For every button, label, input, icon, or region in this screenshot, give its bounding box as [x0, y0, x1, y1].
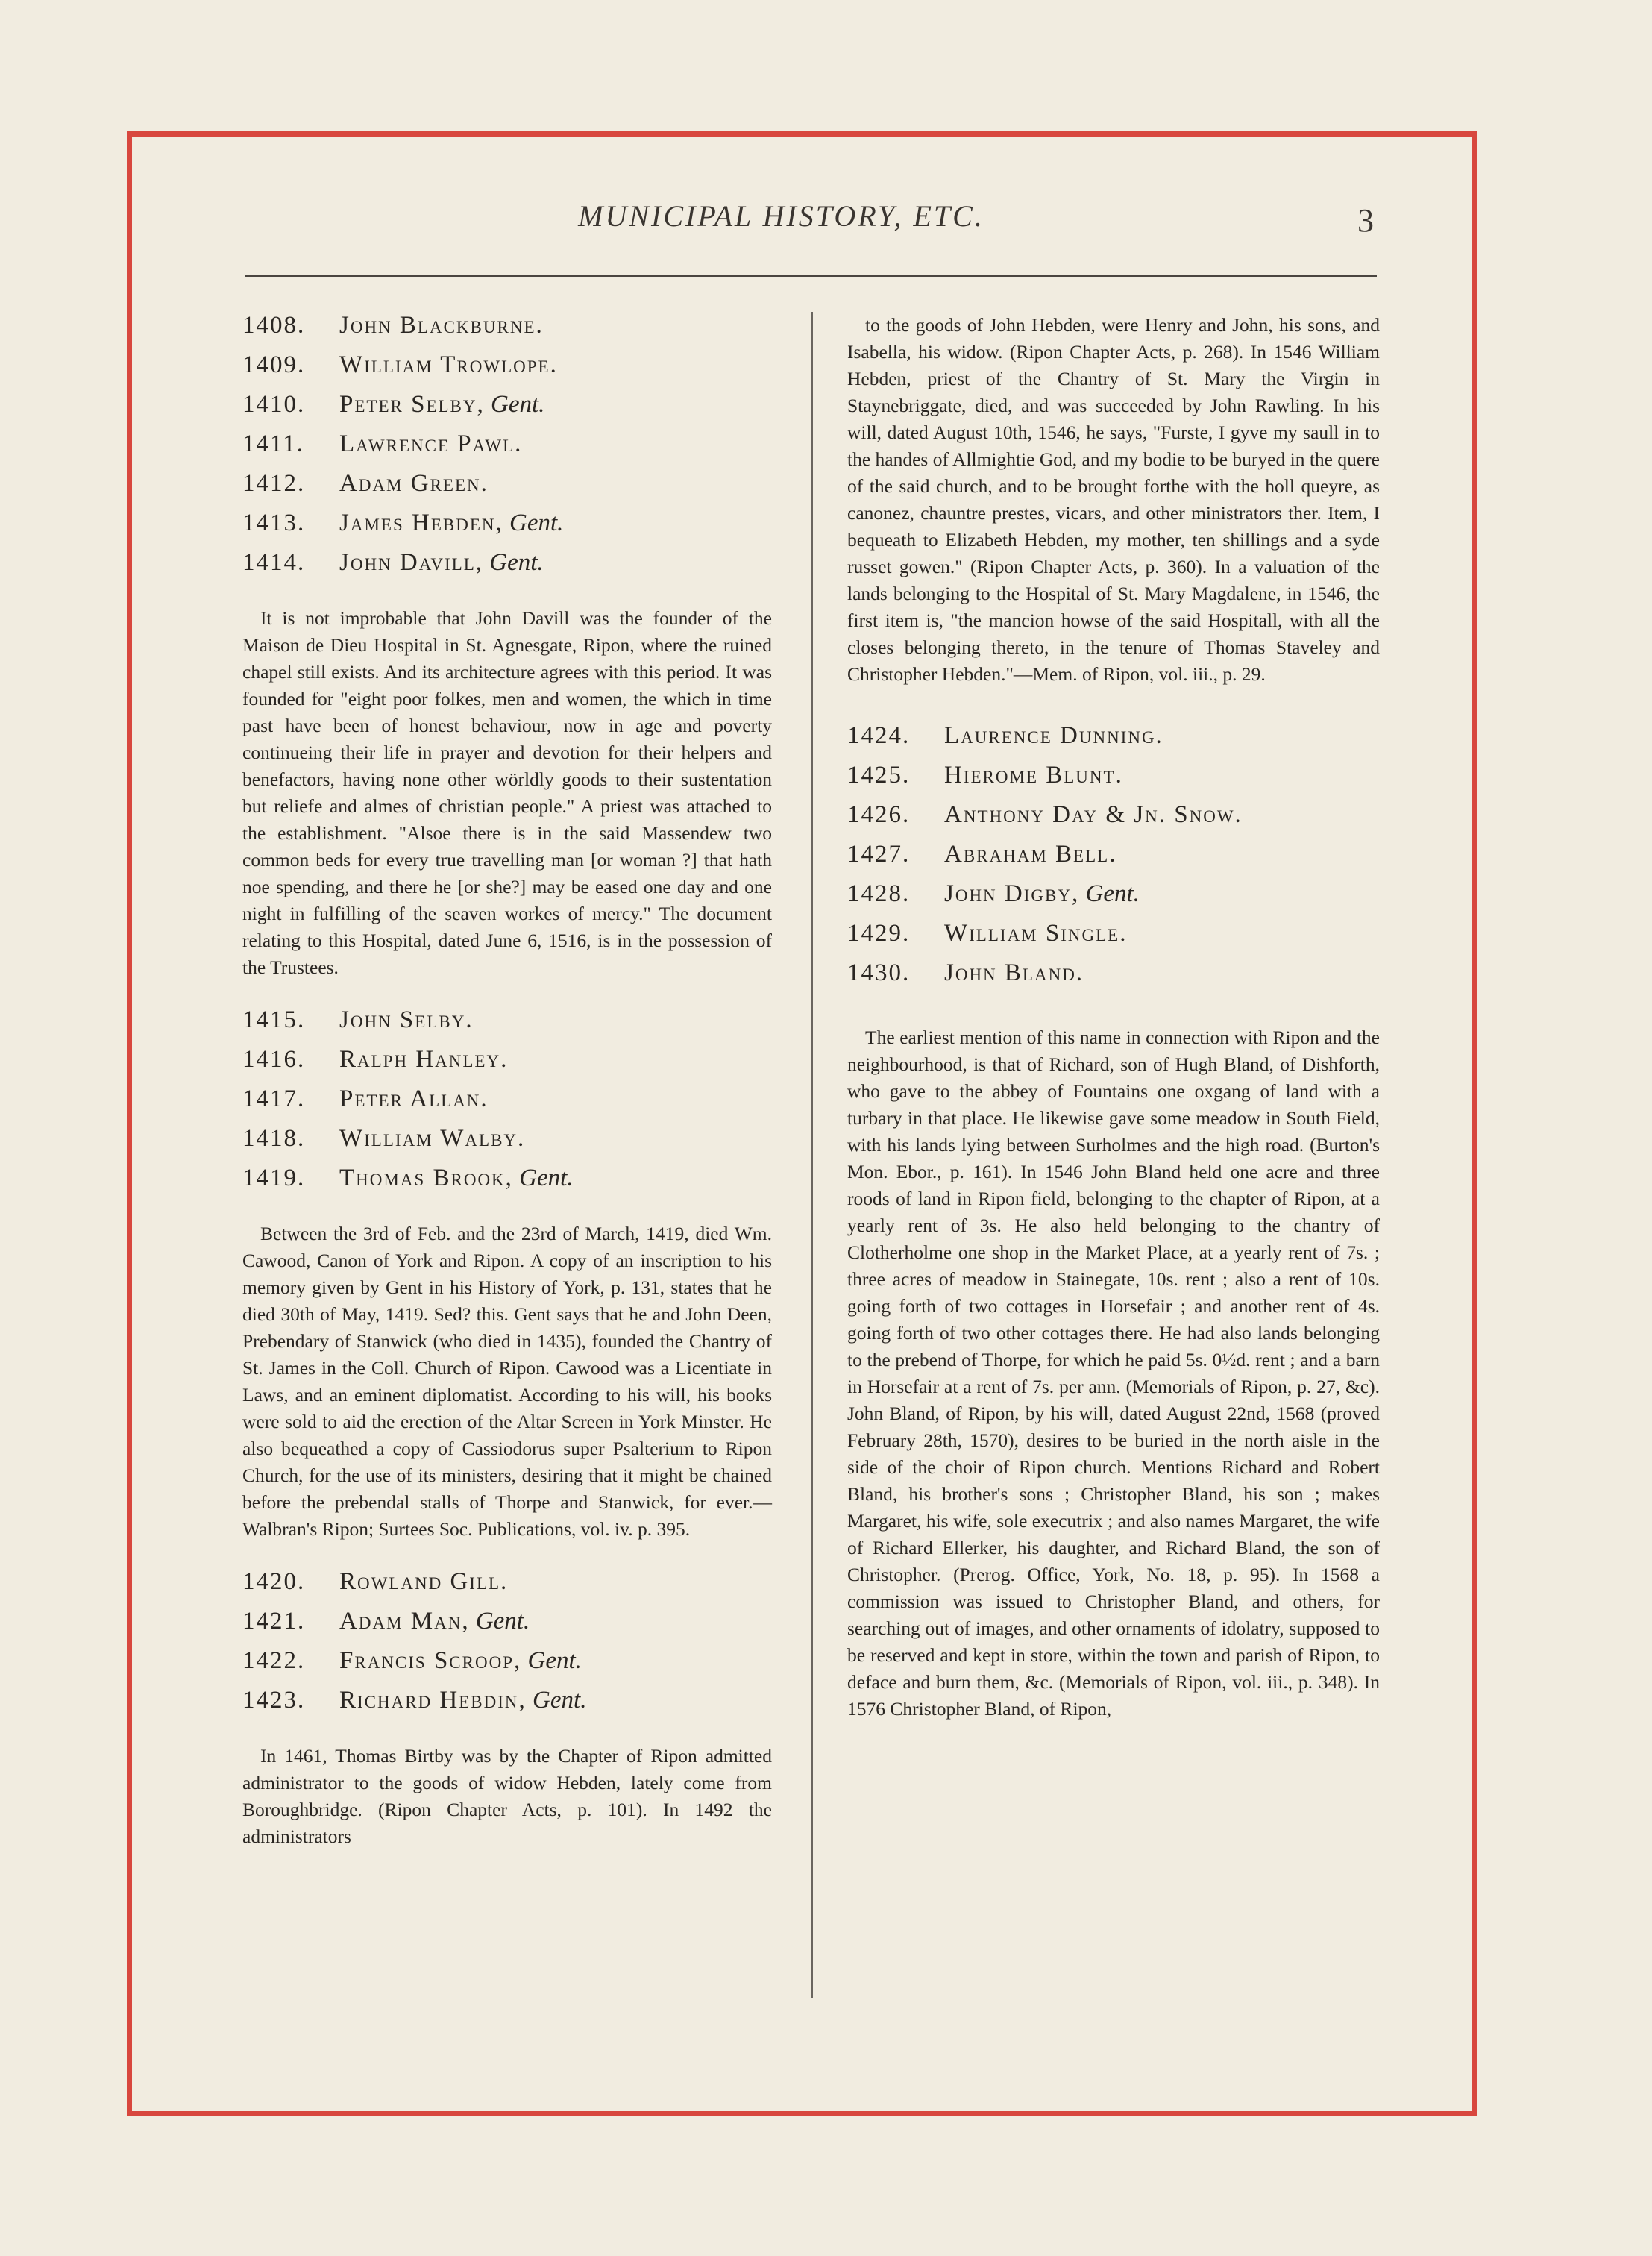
entry-year: 1409.	[242, 351, 306, 378]
list-item	[242, 351, 772, 391]
entry-name: Francis Scroop,	[339, 1647, 522, 1674]
entry-title: Gent.	[527, 1647, 582, 1674]
entry-year: 1429.	[847, 920, 911, 947]
entry-year: 1408.	[242, 312, 306, 339]
list-item	[242, 312, 772, 351]
entry-name: John Davill,	[339, 549, 484, 576]
entry-year: 1413.	[242, 510, 306, 536]
mayor-list	[242, 1568, 772, 1726]
entry-name: William Walby.	[339, 1125, 526, 1152]
entry-name: Anthony Day & Jn. Snow.	[944, 801, 1243, 828]
list-item	[242, 1647, 772, 1687]
list-item	[847, 801, 1380, 841]
entry-name: Ralph Hanley.	[339, 1046, 509, 1073]
paragraph-cawood: Between the 3rd of Feb. and the 23rd of March, 1419, died Wm. Cawood, Canon of York and Ripon. A copy of an inscription to his memory given by Gent in his History of York, p. 131, states that he died 30th of May, 1419. Sed? this. Gent says that he and John Deen, Prebendary of Stanwick (who died in 1435), founded the Chantry of St. James in the Coll. Church of Ripon. Cawood was a Licentiate in Laws, and an eminent diplomatist. According to his will, his books were sold to aid the erection of the Altar Screen in York Minster. He also bequeathed a copy of Cassiodorus super Psalterium to Ripon Church, for the use of its ministers, desiring that it might be chained before the prebendal stalls of Thorpe and Stanwick, for ever.—Walbran's Ripon; Surtees Soc. Publications, vol. iv. p. 395.	[242, 1223, 772, 1540]
entry-year: 1418.	[242, 1125, 306, 1152]
list-item	[242, 1085, 772, 1125]
list-item	[242, 430, 772, 470]
header-rule	[245, 275, 1377, 277]
entry-year: 1421.	[242, 1608, 306, 1635]
list-item	[242, 1165, 772, 1204]
entry-name: Lawrence Pawl.	[339, 430, 523, 457]
entry-title: Gent.	[475, 1608, 530, 1635]
mayor-list	[242, 1006, 772, 1204]
running-title: MUNICIPAL HISTORY, ETC.	[578, 199, 984, 233]
entry-name: Rowland Gill.	[339, 1568, 509, 1595]
entry-name: James Hebden,	[339, 510, 503, 536]
column-divider	[811, 312, 813, 1998]
list-item	[242, 1125, 772, 1165]
mayor-list	[242, 312, 772, 589]
entry-year: 1415.	[242, 1006, 306, 1033]
list-item	[847, 880, 1380, 920]
list-item	[242, 1608, 772, 1647]
entry-name: John Selby.	[339, 1006, 474, 1033]
entry-year: 1424.	[847, 722, 911, 749]
entry-year: 1428.	[847, 880, 911, 907]
entry-name: Abraham Bell.	[944, 841, 1117, 868]
list-item	[242, 1006, 772, 1046]
entry-title: Gent.	[509, 510, 564, 536]
paragraph-birtby: In 1461, Thomas Birtby was by the Chapter of Ripon admitted administrator to the goods of widow Hebden, lately come from Boroughbridge. (Ripon Chapter Acts, p. 101). In 1492 the administrators	[242, 1745, 772, 1847]
entry-name: Hierome Blunt.	[944, 762, 1123, 789]
list-item	[847, 959, 1380, 999]
list-item	[847, 841, 1380, 880]
entry-title: Gent.	[491, 391, 545, 418]
entry-name: Adam Green.	[339, 470, 489, 497]
running-head	[0, 198, 1652, 234]
list-item	[847, 722, 1380, 762]
list-item	[242, 1568, 772, 1608]
entry-year: 1412.	[242, 470, 306, 497]
entry-year: 1414.	[242, 549, 306, 576]
entry-name: Adam Man,	[339, 1608, 470, 1635]
entry-year: 1420.	[242, 1568, 306, 1595]
entry-name: Laurence Dunning.	[944, 722, 1163, 749]
list-item	[242, 549, 772, 589]
entry-name: John Bland.	[944, 959, 1084, 986]
entry-year: 1410.	[242, 391, 306, 418]
entry-year: 1422.	[242, 1647, 306, 1674]
entry-year: 1411.	[242, 430, 305, 457]
paragraph-maison-de-dieu: It is not improbable that John Davill was the founder of the Maison de Dieu Hospital in St. Agnesgate, Ripon, where the ruined chapel still exists. And its architecture agrees with this period. It was founded for "eight poor folkes, men and women, the which in time past have been of honest behaviour, now in age and poverty continueing their life in prayer and devotion for their helpers and benefactors, having none other wörldly goods to their sustentation but reliefe and almes of christian people." A priest was attached to the establishment. "Alsoe there is in the said Massendew two common beds for every true travelling man [or woman ?] that hath noe spending, and there he [or she?] may be eased one day and one night in fulfilling of the seaven workes of mercy." The document relating to this Hospital, dated June 6, 1516, is in the possession of the Trustees.	[242, 607, 772, 978]
list-item	[242, 391, 772, 430]
entry-year: 1426.	[847, 801, 911, 828]
paragraph-bland: The earliest mention of this name in connection with Ripon and the neighbourhood, is that of Richard, son of Hugh Bland, of Dishforth, who gave to the abbey of Fountains one oxgang of land with a turbary in that place. He likewise gave some meadow in South Field, with his lands lying between Surholmes and the high road. (Burton's Mon. Ebor., p. 161). In 1546 John Bland held one acre and three roods of land in Ripon field, belonging to the chapter of Ripon, at a yearly rent of 3s. He also held belonging to the chantry of Clotherholme one shop in the Market Place, at a yearly rent of 7s. ; three acres of meadow in Stainegate, 10s. rent ; also a rent of 10s. going forth of two cottages in Horsefair ; and another rent of 4s. going forth of two other cottages there. He had also lands belonging to the prebend of Thorpe, for which he paid 5s. 0½d. rent ; and a barn in Horsefair at a rent of 7s. per ann. (Memorials of Ripon, p. 27, &c). John Bland, of Ripon, by his will, dated August 22nd, 1568 (proved February 28th, 1570), desires to be buried in the north aisle in the side of the choir of Ripon church. Mentions Richard and Robert Bland, his brother's sons ; Christopher Bland, his son ; makes Margaret, his wife, sole executrix ; and also names Margaret, the wife of Richard Ellerker, his daughter, and Richard Bland, the son of Christopher. (Prerog. Office, York, No. 18, p. 95). In 1568 a commission was issued to Christopher Bland, and others, for searching out of images, and other ornaments of idolatry, supposed to be reserved and kept in store, within the town and parish of Ripon, to deface and burn them, &c. (Memorials of Ripon, vol. iii., p. 348). In 1576 Christopher Bland, of Ripon,	[847, 1027, 1380, 1720]
entry-year: 1417.	[242, 1085, 306, 1112]
entry-name: John Digby,	[944, 880, 1080, 907]
left-column	[242, 312, 772, 1850]
entry-year: 1427.	[847, 841, 911, 868]
entry-name: William Trowlope.	[339, 351, 558, 378]
entry-title: Gent.	[489, 549, 544, 576]
list-item	[847, 920, 1380, 959]
list-item	[242, 1687, 772, 1726]
list-item	[242, 1046, 772, 1085]
right-column	[847, 312, 1380, 1723]
entry-name: Richard Hebdin,	[339, 1687, 527, 1714]
entry-name: Thomas Brook,	[339, 1165, 513, 1191]
entry-year: 1419.	[242, 1165, 306, 1191]
entry-year: 1416.	[242, 1046, 306, 1073]
entry-name: John Blackburne.	[339, 312, 544, 339]
paragraph-hebden: to the goods of John Hebden, were Henry and John, his sons, and Isabella, his widow. (Ripon Chapter Acts, p. 268). In 1546 William Hebden, priest of the Chantry of St. Mary the Virgin in Staynebriggate, died, and was succeeded by John Rawling. In his will, dated August 10th, 1546, he says, "Furste, I gyve my saull in to the handes of Allmightie God, and my bodie to be buryed in the quere of the said church, and to be brought forthe with the holl queyre, as canonez, chauntre prestes, vicars, and other ministrators ther. Item, I bequeath to Elizabeth Hebden, my mother, ten shillings and a syde russet gowen." (Ripon Chapter Acts, p. 360). In a valuation of the lands belonging to the Hospital of St. Mary Magdalene, in 1546, the first item is, "the mancion howse of the said Hospitall, with all the closes belonging thereto, in the tenure of Thomas Staveley and Christopher Hebden."—Mem. of Ripon, vol. iii., p. 29.	[847, 314, 1380, 685]
entry-year: 1425.	[847, 762, 911, 789]
entry-name: William Single.	[944, 920, 1128, 947]
entry-year: 1430.	[847, 959, 911, 986]
list-item	[242, 510, 772, 549]
entry-title: Gent.	[1085, 880, 1140, 907]
list-item	[847, 762, 1380, 801]
list-item	[242, 470, 772, 510]
entry-title: Gent.	[533, 1687, 587, 1714]
entry-title: Gent.	[519, 1165, 574, 1191]
mayor-list	[847, 722, 1380, 999]
page-number: 3	[1357, 202, 1374, 239]
entry-name: Peter Selby,	[339, 391, 485, 418]
entry-year: 1423.	[242, 1687, 306, 1714]
entry-name: Peter Allan.	[339, 1085, 489, 1112]
